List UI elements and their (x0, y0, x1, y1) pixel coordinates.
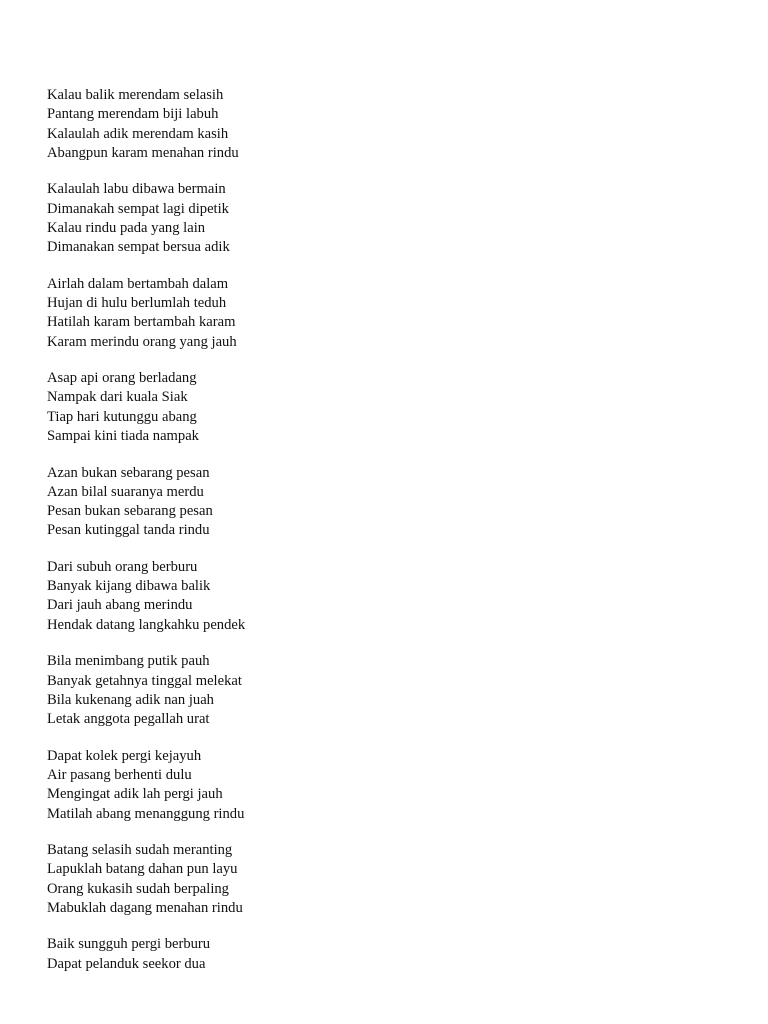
poem-line: Kalau rindu pada yang lain (47, 219, 206, 236)
stanza-4 (47, 369, 727, 446)
poem-line: Dimanakan sempat bersua adik (47, 239, 230, 256)
poem-line: Asap api orang berladang (47, 370, 197, 387)
poem-line: Mengingat adik lah pergi jauh (47, 786, 223, 803)
poem-line: Kalau balik merendam selasih (47, 87, 224, 103)
poem-line: Pantang merendam biji labuh (47, 106, 219, 123)
poem-line: Orang kukasih sudah berpaling (47, 880, 229, 897)
stanza-9 (47, 841, 727, 918)
stanza-10 (47, 935, 727, 974)
poem-line: Azan bukan sebarang pesan (47, 464, 210, 481)
poem-line: Matilah abang menanggung rindu (47, 805, 245, 822)
stanza-1 (47, 86, 727, 163)
poem-line: Dari subuh orang berburu (47, 558, 198, 575)
stanza-6 (47, 558, 727, 635)
stanza-3 (47, 275, 727, 352)
poem-line: Abangpun karam menahan rindu (47, 144, 239, 161)
poem-line: Azan bilal suaranya merdu (47, 483, 204, 500)
poem-line: Mabuklah dagang menahan rindu (47, 899, 243, 916)
stanza-2 (47, 180, 727, 257)
poem-line: Banyak kijang dibawa balik (47, 578, 211, 595)
poem-line: Bila kukenang adik nan juah (47, 691, 214, 708)
poem-line: Hujan di hulu berlumlah teduh (47, 295, 227, 312)
poem-line: Dapat kolek pergi kejayuh (47, 747, 202, 764)
poem-line: Nampak dari kuala Siak (47, 389, 188, 406)
poem-line: Pesan bukan sebarang pesan (47, 503, 213, 520)
poem-line: Dapat pelanduk seekor dua (47, 955, 206, 972)
poem-line: Baik sungguh pergi berburu (47, 936, 211, 953)
stanza-7 (47, 652, 727, 729)
poem-line: Sampai kini tiada nampak (47, 428, 199, 445)
poem-line: Hendak datang langkahku pendek (47, 616, 246, 633)
poem-line: Bila menimbang putik pauh (47, 653, 210, 670)
poem-line: Dimanakah sempat lagi dipetik (47, 200, 229, 217)
poem-line: Kalaulah adik merendam kasih (47, 125, 229, 142)
poem-line: Dari jauh abang merindu (47, 597, 193, 614)
poem-line: Banyak getahnya tinggal melekat (47, 672, 242, 689)
poem-line: Tiap hari kutunggu abang (47, 408, 197, 425)
poem-line: Kalaulah labu dibawa bermain (47, 181, 226, 198)
stanza-8 (47, 747, 727, 824)
poem-line: Letak anggota pegallah urat (47, 711, 210, 728)
poem-line: Hatilah karam bertambah karam (47, 314, 236, 331)
poem-line: Karam merindu orang yang jauh (47, 333, 237, 350)
document-page (47, 86, 727, 991)
poem-line: Airlah dalam bertambah dalam (47, 275, 229, 292)
stanza-5 (47, 464, 727, 541)
poem-line: Lapuklah batang dahan pun layu (47, 861, 238, 878)
poem-line: Batang selasih sudah meranting (47, 842, 233, 858)
poem-line: Pesan kutinggal tanda rindu (47, 522, 210, 539)
poem-line: Air pasang berhenti dulu (47, 766, 192, 783)
